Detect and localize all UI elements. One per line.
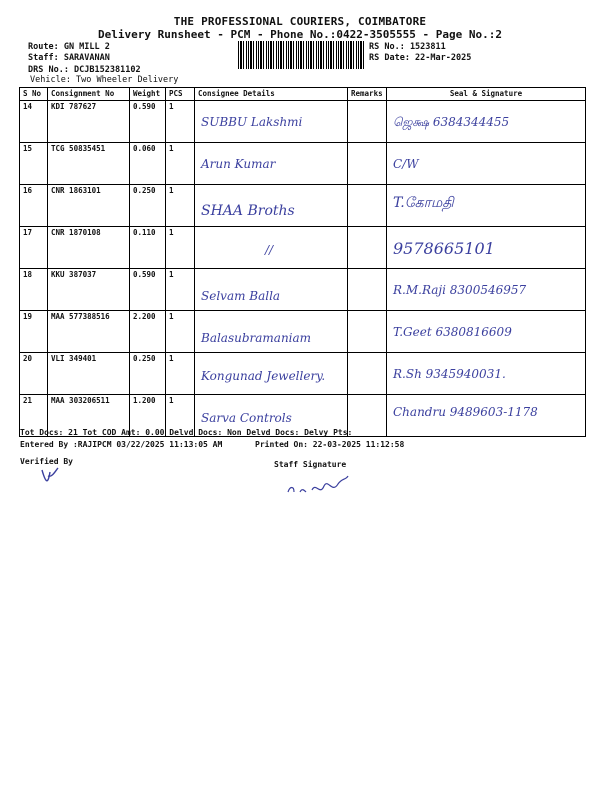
rs-date: RS Date: 22-Mar-2025 xyxy=(369,53,472,63)
table-row xyxy=(20,311,586,353)
pieces: 1 xyxy=(166,353,195,395)
document-title: THE PROFESSIONAL COURIERS, COIMBATORE xyxy=(173,15,427,28)
seal-signature: 9578665101 xyxy=(393,239,495,258)
column-header: Seal & Signature xyxy=(387,88,586,101)
vehicle-label: Vehicle: Two Wheeler Delivery xyxy=(30,75,179,85)
weight: 1.200 xyxy=(130,395,166,437)
table-row xyxy=(20,227,586,269)
consignment-number: CNR 1863101 xyxy=(48,185,130,227)
seal-signature: R.Sh 9345940031. xyxy=(393,367,506,381)
serial-number: 20 xyxy=(20,353,48,395)
remarks xyxy=(348,101,387,143)
pieces: 1 xyxy=(166,227,195,269)
entered-by: Entered By :RAJIPCM 03/22/2025 11:13:05 AM xyxy=(20,440,223,449)
seal-signature: T.Geet 6380816609 xyxy=(393,325,512,339)
column-header: S No xyxy=(20,88,48,101)
consignee-handwriting: Kongunad Jewellery. xyxy=(201,369,326,383)
remarks xyxy=(348,353,387,395)
seal-signature: T.கோமதி xyxy=(393,195,454,211)
pieces: 1 xyxy=(166,185,195,227)
weight: 2.200 xyxy=(130,311,166,353)
consignee-handwriting: // xyxy=(265,243,274,257)
staff-label: Staff: SARAVANAN xyxy=(28,53,110,63)
weight: 0.250 xyxy=(130,353,166,395)
weight: 0.110 xyxy=(130,227,166,269)
pieces: 1 xyxy=(166,101,195,143)
staff-signature-mark xyxy=(284,472,354,500)
column-header: Consignment No xyxy=(48,88,130,101)
consignment-number: KDI 787627 xyxy=(48,101,130,143)
remarks xyxy=(348,227,387,269)
consignment-number: KKU 387037 xyxy=(48,269,130,311)
weight: 0.250 xyxy=(130,185,166,227)
consignment-number: MAA 303206511 xyxy=(48,395,130,437)
table-header-row xyxy=(20,88,586,101)
document-subtitle: Delivery Runsheet - PCM - Phone No.:0422-3505555 - Page No.:2 xyxy=(98,28,502,41)
verifier-signature xyxy=(38,466,62,488)
serial-number: 21 xyxy=(20,395,48,437)
remarks xyxy=(348,143,387,185)
drs-number: DRS No.: DCJB152381102 xyxy=(28,65,141,75)
rs-number: RS No.: 1523811 xyxy=(369,42,446,52)
column-header: Remarks xyxy=(348,88,387,101)
table-row xyxy=(20,185,586,227)
runsheet-table xyxy=(19,87,586,437)
consignment-number: VLI 349401 xyxy=(48,353,130,395)
pieces: 1 xyxy=(166,395,195,437)
weight: 0.590 xyxy=(130,101,166,143)
remarks xyxy=(348,311,387,353)
printed-on: Printed On: 22-03-2025 11:12:58 xyxy=(255,440,405,449)
weight: 0.060 xyxy=(130,143,166,185)
totals-line: Tot Docs: 21 Tot COD Amt: 0.00 Delvd Docs: Non Delvd Docs: Delvy Pts: xyxy=(20,428,353,437)
serial-number: 14 xyxy=(20,101,48,143)
barcode xyxy=(238,41,366,69)
remarks xyxy=(348,395,387,437)
column-header: PCS xyxy=(166,88,195,101)
serial-number: 19 xyxy=(20,311,48,353)
consignment-number: MAA 577388516 xyxy=(48,311,130,353)
table-row xyxy=(20,143,586,185)
consignment-number: TCG 50835451 xyxy=(48,143,130,185)
column-header: Weight xyxy=(130,88,166,101)
weight: 0.590 xyxy=(130,269,166,311)
seal-signature: ஜெக்ஷ 6384344455 xyxy=(393,115,510,129)
serial-number: 17 xyxy=(20,227,48,269)
seal-signature: Chandru 9489603-1178 xyxy=(393,405,538,419)
column-header: Consignee Details xyxy=(195,88,348,101)
pieces: 1 xyxy=(166,311,195,353)
verified-by-label: Verified By xyxy=(20,457,73,466)
table-row xyxy=(20,353,586,395)
seal-signature: R.M.Raji 8300546957 xyxy=(393,283,527,297)
table-row xyxy=(20,101,586,143)
seal-signature: C/W xyxy=(393,157,419,171)
consignee-handwriting: SUBBU Lakshmi xyxy=(201,115,303,129)
consignee-handwriting: SHAA Broths xyxy=(201,203,295,219)
serial-number: 15 xyxy=(20,143,48,185)
remarks xyxy=(348,269,387,311)
pieces: 1 xyxy=(166,143,195,185)
serial-number: 16 xyxy=(20,185,48,227)
consignee-handwriting: Arun Kumar xyxy=(201,157,276,171)
staff-signature-label: Staff Signature xyxy=(274,460,347,469)
table-row xyxy=(20,269,586,311)
serial-number: 18 xyxy=(20,269,48,311)
route-label: Route: GN MILL 2 xyxy=(28,42,110,52)
remarks xyxy=(348,185,387,227)
consignment-number: CNR 1870108 xyxy=(48,227,130,269)
consignee-handwriting: Balasubramaniam xyxy=(201,331,312,345)
pieces: 1 xyxy=(166,269,195,311)
consignee-handwriting: Sarva Controls xyxy=(201,411,292,425)
consignee-handwriting: Selvam Balla xyxy=(201,289,281,303)
